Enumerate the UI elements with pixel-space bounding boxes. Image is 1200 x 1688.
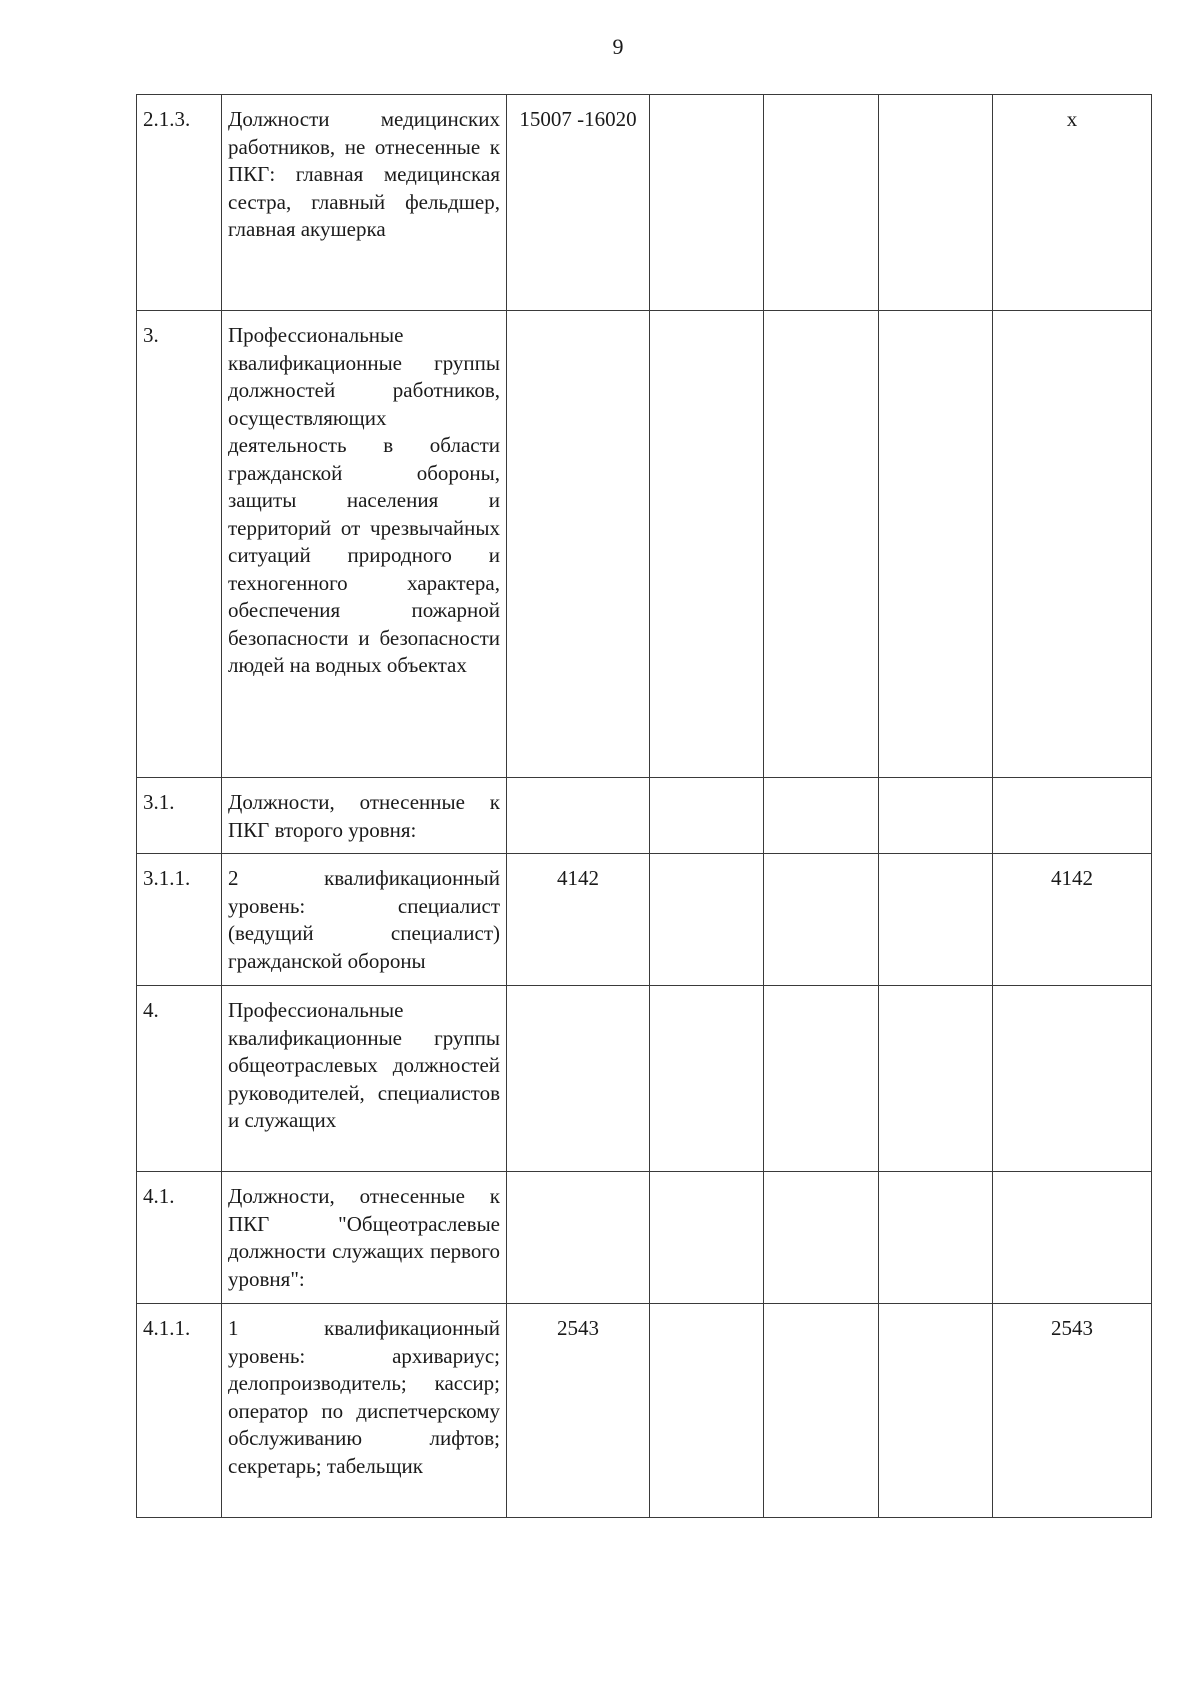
- table-cell: [879, 1172, 993, 1304]
- salary-value: 4142: [507, 854, 650, 986]
- table-row: [137, 986, 1152, 1172]
- row-number: 4.: [137, 986, 222, 1172]
- table-row: [137, 311, 1152, 778]
- salary-value: [507, 1172, 650, 1304]
- position-description: Должности, отнесенные к ПКГ "Общеотраслевые должности служащих первого уровня":: [222, 1172, 507, 1304]
- table-cell: [764, 986, 879, 1172]
- table-cell: [879, 1304, 993, 1518]
- table-row: [137, 95, 1152, 311]
- row-number: 3.1.1.: [137, 854, 222, 986]
- table-cell: [650, 1304, 764, 1518]
- salary-value: 15007 -16020: [507, 95, 650, 311]
- table-cell: [879, 854, 993, 986]
- table-row: [137, 854, 1152, 986]
- table-cell: [879, 95, 993, 311]
- table-cell: [764, 95, 879, 311]
- position-description: 2 квалификационный уровень: специалист (ведущий специалист) гражданской обороны: [222, 854, 507, 986]
- table-cell: [764, 311, 879, 778]
- salary-value: [507, 778, 650, 854]
- total-value: [993, 986, 1152, 1172]
- table-cell: [764, 778, 879, 854]
- row-number: 4.1.: [137, 1172, 222, 1304]
- table-cell: [650, 95, 764, 311]
- table-cell: [650, 311, 764, 778]
- salary-value: [507, 986, 650, 1172]
- row-number: 2.1.3.: [137, 95, 222, 311]
- table-row: [137, 1304, 1152, 1518]
- total-value: [993, 1172, 1152, 1304]
- table-cell: [879, 778, 993, 854]
- row-number: 3.: [137, 311, 222, 778]
- table-cell: [650, 1172, 764, 1304]
- table-cell: [764, 1172, 879, 1304]
- position-description: Должности медицинских работников, не отнесенные к ПКГ: главная медицинская сестра, главный фельдшер, главная акушерка: [222, 95, 507, 311]
- table-row: [137, 1172, 1152, 1304]
- page-number: 9: [612, 34, 624, 59]
- position-description: Должности, отнесенные к ПКГ второго уровня:: [222, 778, 507, 854]
- salary-table: [136, 94, 1152, 1518]
- table-cell: [764, 1304, 879, 1518]
- total-value: [993, 778, 1152, 854]
- table-cell: [879, 986, 993, 1172]
- position-description: Профессиональные квалификационные группы должностей работников, осуществляющих деятельность в области гражданской обороны, защиты населения и территорий от чрезвычайных ситуаций природного и техногенного характера, обеспечения пожарной безопасности и безопасности людей на водных объектах: [222, 311, 507, 778]
- table-cell: [879, 311, 993, 778]
- total-value: [993, 311, 1152, 778]
- table-cell: [650, 778, 764, 854]
- row-number: 4.1.1.: [137, 1304, 222, 1518]
- position-description: Профессиональные квалификационные группы общеотраслевых должностей руководителей, специалистов и служащих: [222, 986, 507, 1172]
- salary-value: 2543: [507, 1304, 650, 1518]
- position-description: 1 квалификационный уровень: архивариус; делопроизводитель; кассир; оператор по диспетчерскому обслуживанию лифтов; секретарь; табельщик: [222, 1304, 507, 1518]
- row-number: 3.1.: [137, 778, 222, 854]
- salary-value: [507, 311, 650, 778]
- table-cell: [650, 854, 764, 986]
- table-row: [137, 778, 1152, 854]
- total-value: 2543: [993, 1304, 1152, 1518]
- total-value: 4142: [993, 854, 1152, 986]
- table-cell: [764, 854, 879, 986]
- total-value: х: [993, 95, 1152, 311]
- table-cell: [650, 986, 764, 1172]
